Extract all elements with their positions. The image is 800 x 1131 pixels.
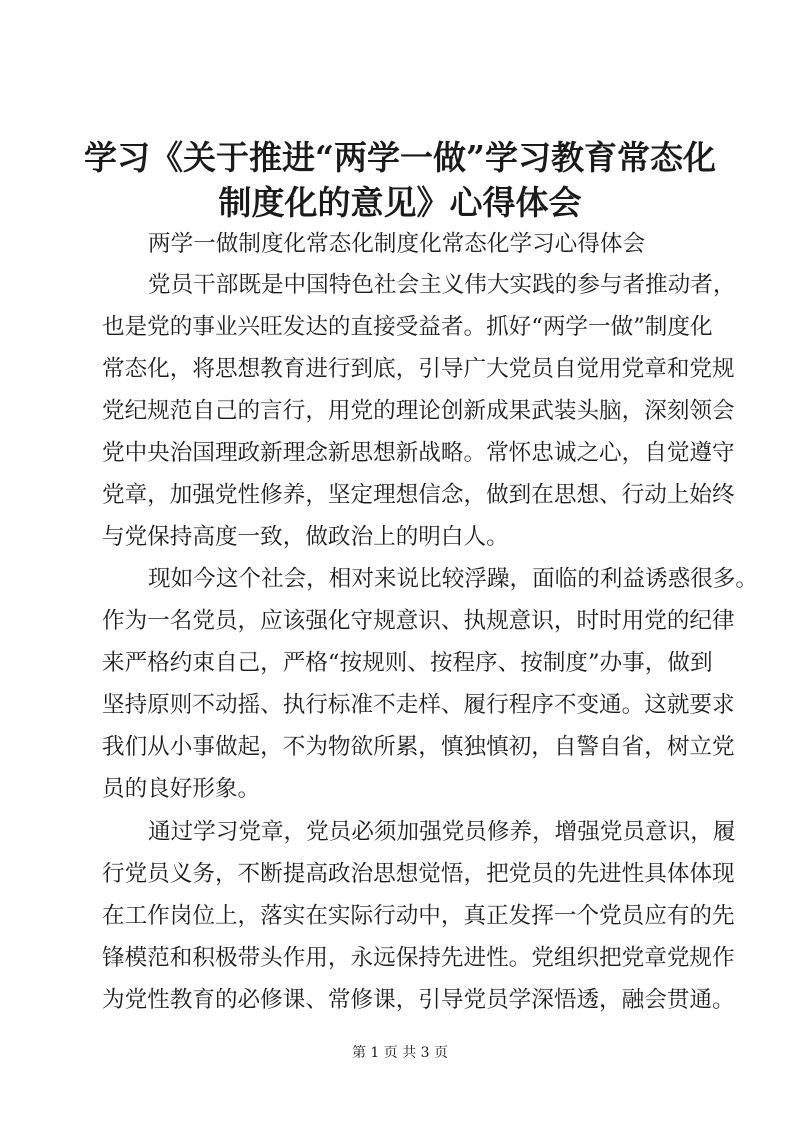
paragraph-line: 党章，加强党性修养，坚定理想信念，做到在思想、行动上始终: [102, 482, 735, 508]
paragraph-line: 与党保持高度一致，做政治上的明白人。: [102, 524, 509, 550]
paragraph-line: 为党性教育的必修课、常修课，引导党员学深悟透，融会贯通。: [102, 987, 735, 1013]
paragraph-line: 作为一名党员，应该强化守规意识、执规意识，时时用党的纪律: [102, 608, 735, 634]
paragraph-line: 坚持原则不动摇、执行标准不走样、履行程序不变通。这就要求: [102, 692, 735, 718]
document-subtitle: 两学一做制度化常态化制度化常态化学习心得体会: [148, 231, 646, 257]
paragraph-line: 来严格约束自己，严格“按规则、按程序、按制度”办事，做到: [102, 650, 713, 676]
paragraph-line: 锋模范和积极带头作用，永远保持先进性。党组织把党章党规作: [102, 945, 735, 971]
paragraph-line: 员的良好形象。: [102, 776, 261, 802]
paragraph-line: 行党员义务，不断提高政治思想觉悟，把党员的先进性具体体现: [102, 861, 735, 887]
paragraph-line: 党中央治国理政新理念新思想新战略。常怀忠诚之心，自觉遵守: [102, 440, 735, 466]
paragraph-line: 我们从小事做起，不为物欲所累，慎独慎初，自警自省，树立党: [102, 734, 735, 760]
paragraph-line: 在工作岗位上，落实在实际行动中，真正发挥一个党员应有的先: [102, 903, 735, 929]
paragraph-line: 党纪规范自己的言行，用党的理论创新成果武装头脑，深刻领会: [102, 398, 735, 424]
document-title-line-1: 学习《关于推进“两学一做”学习教育常态化: [84, 138, 716, 177]
paragraph-line: 现如今这个社会，相对来说比较浮躁，面临的利益诱惑很多。: [148, 566, 759, 592]
paragraph-line: 常态化，将思想教育进行到底，引导广大党员自觉用党章和党规: [102, 356, 735, 382]
document-title-line-2: 制度化的意见》心得体会: [218, 183, 582, 222]
paragraph-line: 通过学习党章，党员必须加强党员修养，增强党员意识，履: [148, 819, 736, 845]
page-footer: 第 1 页 共 3 页: [351, 1045, 449, 1061]
paragraph-line: 也是党的事业兴旺发达的直接受益者。抓好“两学一做”制度化: [102, 314, 713, 340]
paragraph-line: 党员干部既是中国特色社会主义伟大实践的参与者推动者，: [148, 272, 736, 298]
